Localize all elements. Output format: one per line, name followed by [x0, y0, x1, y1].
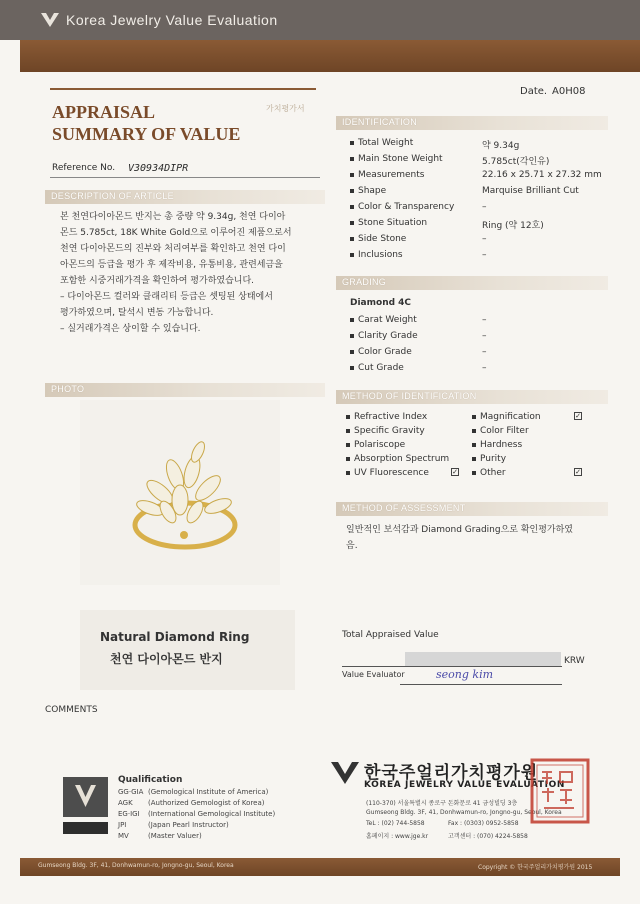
id-row-label: Total Weight: [350, 138, 413, 148]
method-left-label: Specific Gravity: [346, 426, 425, 436]
product-name-ko: 천연 다이아몬드 반지: [110, 652, 223, 666]
id-row-value: Marquise Brilliant Cut: [482, 186, 579, 196]
red-seal-stamp: [530, 758, 590, 824]
appraised-label: Total Appraised Value: [342, 630, 439, 640]
brand-name: Korea Jewelry Value Evaluation: [66, 12, 278, 28]
grading-bar: [336, 276, 608, 290]
method-right-label: Hardness: [472, 440, 522, 450]
assessment-line-2: 음.: [346, 541, 358, 551]
org-name-en: KOREA JEWELRY VALUE EVALUATION: [364, 780, 565, 790]
method-assessment-bar: [336, 502, 608, 516]
qualification-desc: (Japan Pearl Instructor): [148, 821, 229, 829]
id-row-value: –: [482, 202, 487, 212]
org-fax: Fax : (0303) 0952-5858: [448, 820, 519, 827]
qualification-desc: (Authorized Gemologist of Korea): [148, 799, 265, 807]
method-left-label: UV Fluorescence: [346, 468, 429, 478]
qualification-code: MV: [118, 832, 129, 840]
appraised-underline: [342, 666, 562, 667]
photo-heading: PHOTO: [51, 384, 85, 394]
grading-heading: GRADING: [342, 277, 387, 287]
grade-row-label: Carat Weight: [350, 315, 417, 325]
description-line-4: 아몬드의 등급을 평가 후 제작비용, 유통비용, 관련세금을: [60, 260, 283, 270]
method-left-label: Refractive Index: [346, 412, 427, 422]
product-name-box: [80, 610, 295, 690]
description-line-3: 천연 다이아몬드의 진부와 처리여부를 확인하고 천연 다이: [60, 244, 286, 254]
description-line-2: 몬드 5.785ct, 18K White Gold으로 이루어진 제품으로서: [60, 228, 292, 238]
description-bar: [45, 190, 325, 204]
org-logo-icon: [330, 760, 360, 786]
magnification-checkbox: ✓: [575, 412, 581, 420]
qualification-desc: (Gemological Institute of America): [148, 788, 269, 796]
evaluator-underline: [400, 684, 562, 685]
id-row-value: 22.16 x 25.71 x 27.32 mm: [482, 170, 602, 180]
reference-underline: [50, 177, 320, 178]
id-row-label: Color & Transparency: [350, 202, 454, 212]
date-value: A0H08: [552, 86, 586, 97]
method-right-label: Purity: [472, 454, 506, 464]
other-checkbox: ✓: [575, 468, 581, 476]
appraised-value-redacted: [405, 652, 561, 666]
product-name-en: Natural Diamond Ring: [100, 630, 250, 644]
org-tel: TeL : (02) 744-5858: [366, 820, 425, 827]
description-line-8: – 실거래가격은 상이할 수 있습니다.: [60, 324, 201, 334]
method-right-label: Color Filter: [472, 426, 529, 436]
qualification-seal: [63, 822, 108, 834]
qualification-code: AGK: [118, 799, 133, 807]
title-line1: APPRAISAL: [52, 102, 156, 122]
id-row-label: Inclusions: [350, 250, 403, 260]
grade-row-label: Color Grade: [350, 347, 412, 357]
id-row-label: Shape: [350, 186, 386, 196]
footer-copyright: Copyright © 한국주얼리가치평가원 2015: [478, 864, 593, 871]
method-left-label: Absorption Spectrum: [346, 454, 449, 464]
qualification-code: GG·GIA: [118, 788, 144, 796]
comments-label: COMMENTS: [45, 705, 98, 715]
photo-bar: [45, 383, 325, 397]
grade-row-value: –: [482, 363, 487, 373]
method-right-label: Magnification: [472, 412, 541, 422]
description-line-7: 평가하였으며, 탈석시 변동 가능합니다.: [60, 308, 214, 318]
title-korean: 가치평가서: [266, 104, 305, 113]
method-right-label: Other: [472, 468, 506, 478]
reference-label: Reference No.: [52, 163, 116, 173]
id-row-value: –: [482, 234, 487, 244]
uv-fluorescence-checkbox: ✓: [452, 468, 458, 476]
qualification-code: JPI: [118, 821, 127, 829]
method-assessment-heading: METHOD OF ASSESSMENT: [342, 503, 466, 513]
method-identification-heading: METHOD OF IDENTIFICATION: [342, 391, 477, 401]
brown-banner: [20, 40, 640, 72]
description-line-6: – 다이아몬드 컬러와 클래리티 등급은 셋팅된 상태에서: [60, 292, 273, 302]
id-row-label: Main Stone Weight: [350, 154, 443, 164]
org-customer-center: 고객센터 : (070) 4224-5858: [448, 833, 528, 840]
ring-photo: [80, 400, 280, 585]
description-line-5: 포함한 시중거래가격을 확인하여 평가하였습니다.: [60, 276, 255, 286]
id-row-label: Stone Situation: [350, 218, 427, 228]
currency-label: KRW: [564, 656, 585, 666]
grading-subtitle: Diamond 4C: [350, 298, 412, 308]
grade-row-label: Cut Grade: [350, 363, 404, 373]
title-rule: [50, 88, 316, 90]
grade-row-value: –: [482, 315, 487, 325]
qualification-title: Qualification: [118, 775, 183, 785]
description-line-1: 본 천연다이아몬드 반지는 총 중량 약 9.34g, 천연 다이아: [60, 212, 286, 222]
org-address-ko: (110-370) 서울특별시 종로구 돈화문로 41 금성빌딩 3층: [366, 800, 518, 807]
footer-address: Gumseong Bldg. 3F, 41, Donhwamun-ro, Jongno-gu, Seoul, Korea: [38, 862, 234, 869]
ring-image: [80, 400, 280, 585]
id-row-value: Ring (약 12호): [482, 221, 544, 231]
qualification-desc: (International Gemological Institute): [148, 810, 276, 818]
grade-row-label: Clarity Grade: [350, 331, 418, 341]
kjve-logo-icon: [40, 11, 60, 29]
id-row-label: Measurements: [350, 170, 424, 180]
identification-bar: [336, 116, 608, 130]
method-left-label: Polariscope: [346, 440, 405, 450]
top-header-bar: [0, 0, 640, 40]
identification-heading: IDENTIFICATION: [342, 117, 418, 127]
id-row-value: 약 9.34g: [482, 141, 520, 151]
id-row-label: Side Stone: [350, 234, 406, 244]
reference-value: V30934DIPR: [128, 163, 189, 174]
qualification-code: EG·IGI: [118, 810, 140, 818]
date-label: Date.: [520, 86, 548, 97]
org-address-en: Gumseong Bldg. 3F, 41, Donhwamun-ro, Jongno-gu, Seoul, Korea: [366, 809, 562, 816]
title-line2: SUMMARY OF VALUE: [52, 124, 241, 144]
id-row-value: 5.785ct(각인유): [482, 157, 550, 167]
grade-row-value: –: [482, 331, 487, 341]
org-web: 홈페이지 : www.jge.kr: [366, 833, 429, 840]
grade-row-value: –: [482, 347, 487, 357]
footer-bar: [20, 858, 620, 876]
qualification-badge-icon: [63, 777, 108, 817]
method-identification-bar: [336, 390, 608, 404]
evaluator-label: Value Evaluator: [342, 670, 405, 679]
description-heading: DESCRIPTION OF ARTICLE: [51, 191, 174, 201]
qualification-desc: (Master Valuer): [148, 832, 202, 840]
evaluator-signature: seong kim: [436, 668, 494, 681]
org-name-ko: 한국주얼리가치평가원: [364, 763, 539, 783]
id-row-value: –: [482, 250, 487, 260]
assessment-line-1: 일반적인 보석감과 Diamond Grading으로 확인평가하였: [346, 525, 574, 535]
